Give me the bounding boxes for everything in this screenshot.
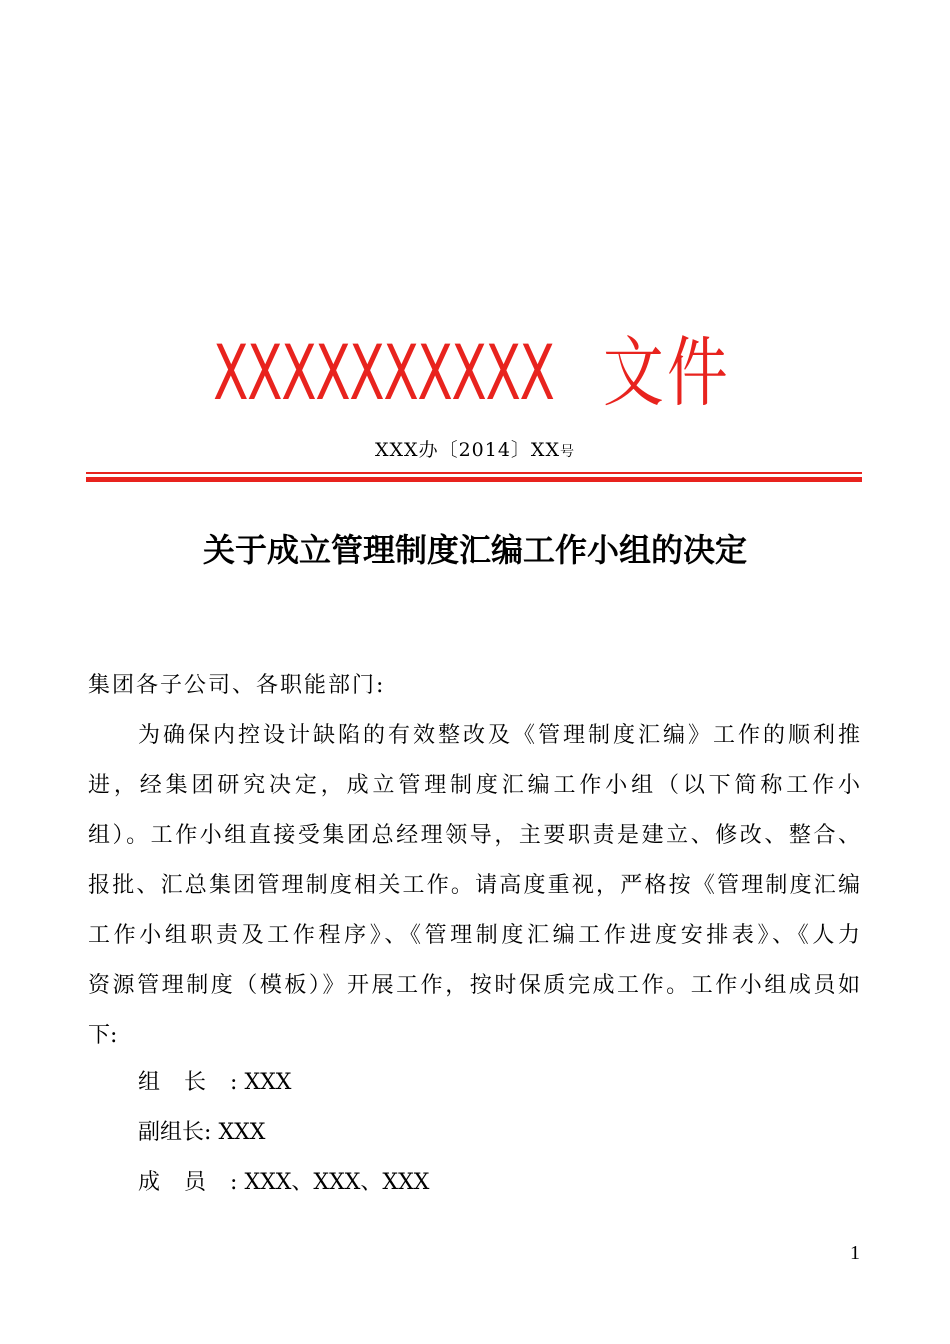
body-paragraph-line: 组）。工作小组直接受集团总经理领导，主要职责是建立、修改、整合、 [88, 823, 860, 848]
body-paragraph-line: 工作小组职责及工作程序》、《管理制度汇编工作进度安排表》、《人力 [88, 923, 860, 948]
member-names: XXX [244, 1070, 292, 1095]
divider-thin-line [86, 472, 862, 474]
member-names: XXX [218, 1120, 266, 1145]
member-colon: : [204, 1120, 212, 1145]
divider-thick-line [86, 477, 862, 482]
member-role: 成员 [138, 1170, 231, 1195]
body-paragraph-line: 资源管理制度（模板）》开展工作，按时保质完成工作。工作小组成员如 [88, 973, 860, 998]
document-word: 文件 [603, 328, 732, 417]
member-role: 副组长 [138, 1120, 205, 1145]
issuing-organization: XXXXXXXXXX [212, 328, 554, 417]
document-header-title [0, 328, 950, 418]
decision-title: 关于成立管理制度汇编工作小组的决定 [202, 531, 747, 569]
body-paragraph-line: 进，经集团研究决定，成立管理制度汇编工作小组（以下简称工作小 [88, 773, 860, 798]
document-number [0, 437, 950, 465]
member-names: XXX、XXX、XXX [244, 1170, 430, 1195]
red-divider-rule [86, 472, 862, 484]
document-number-text: XXX办〔2014〕XX [375, 439, 560, 461]
body-paragraph-line: 为确保内控设计缺陷的有效整改及《管理制度汇编》工作的顺利推 [138, 723, 860, 748]
member-colon: : [230, 1170, 238, 1195]
page-number: 1 [850, 1242, 860, 1264]
member-role: 组长 [138, 1070, 231, 1095]
member-row-deputy [138, 1113, 265, 1153]
document-number-suffix: 号 [560, 444, 575, 460]
body-paragraph-line: 报批、汇总集团管理制度相关工作。请高度重视，严格按《管理制度汇编 [88, 873, 860, 898]
member-colon: : [230, 1070, 238, 1095]
body-paragraph-line: 下: [88, 1023, 118, 1048]
member-row-members [138, 1163, 429, 1203]
member-row-leader [138, 1063, 291, 1103]
addressee-line: 集团各子公司、各职能部门: [88, 673, 386, 698]
